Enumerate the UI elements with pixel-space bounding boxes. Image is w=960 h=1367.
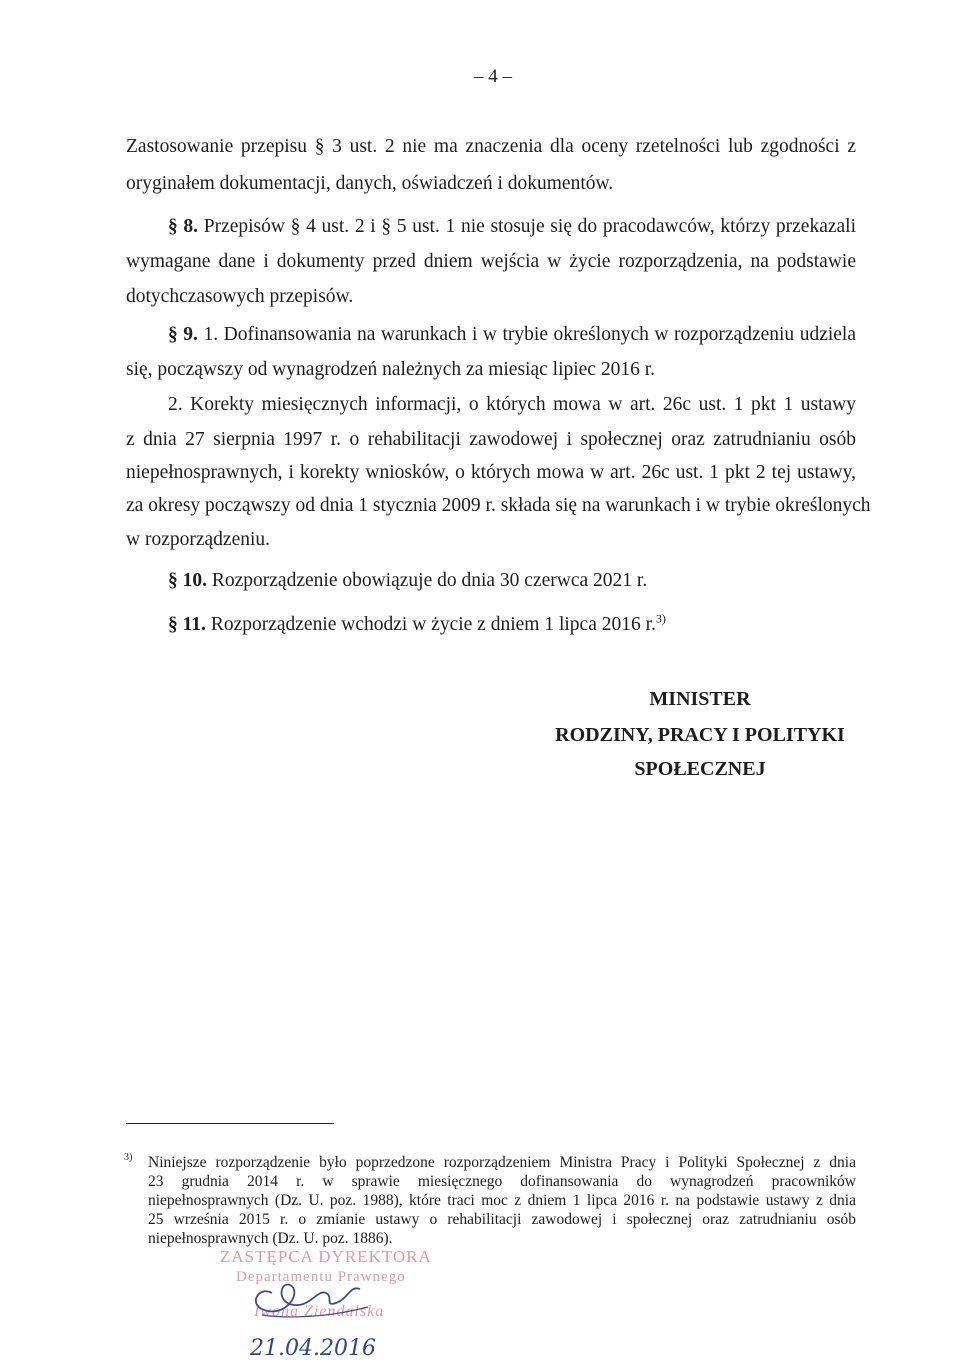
paragraph-line: za okresy począwszy od dnia 1 stycznia 2009 r. składa się na warunkach i w trybie określonych <box>126 495 871 516</box>
stamp-name: Iwona Ziendalska <box>254 1303 385 1320</box>
section-9-text: 1. Dofinansowania na warunkach i w trybie określonych w rozporządzeniu udziela <box>197 324 857 345</box>
paragraph-line: niepełnosprawnych, i korekty wniosków, o których mowa w art. 26c ust. 1 pkt 2 tej ustawy, <box>126 462 856 483</box>
official-stamp <box>210 1245 450 1365</box>
paragraph-line: 2. Korekty miesięcznych informacji, o których mowa w art. 26c ust. 1 pkt 1 ustawy <box>168 394 856 415</box>
paragraph-line: Zastosowanie przepisu § 3 ust. 2 nie ma znaczenia dla oceny rzetelności lub zgodności z <box>126 136 856 157</box>
footnote-reference: 3) <box>655 611 666 626</box>
stamp-department: Departamentu Prawnego <box>236 1269 406 1285</box>
section-9-line <box>168 323 856 347</box>
footnote-line: 25 września 2015 r. o zmianie ustawy o rehabilitacji zawodowej i społecznej oraz zatrudnianiu osób <box>148 1211 856 1228</box>
signature-title-line3: SPOŁECZNEJ <box>634 758 766 780</box>
paragraph-line: z dnia 27 sierpnia 1997 r. o rehabilitacji zawodowej i społecznej oraz zatrudnianiu osób <box>126 429 856 450</box>
section-8-line <box>168 215 856 239</box>
signature-title-line2: RODZINY, PRACY I POLITYKI <box>555 724 845 746</box>
section-11-line <box>168 613 856 637</box>
section-10-text: Rozporządzenie obowiązuje do dnia 30 czerwca 2021 r. <box>207 570 648 591</box>
stamp-title: ZASTĘPCA DYREKTORA <box>220 1247 432 1266</box>
footnote-separator <box>126 1123 334 1124</box>
section-10-line <box>168 569 856 593</box>
section-9-sign: § 9. <box>168 324 198 345</box>
page-number: – 4 – <box>474 66 512 87</box>
section-8-sign: § 8. <box>168 216 199 237</box>
footnote-line: niepełnosprawnych (Dz. U. poz. 1886). <box>148 1230 393 1247</box>
paragraph-line: dotychczasowych przepisów. <box>126 286 354 307</box>
paragraph-line: wymagane dane i dokumenty przed dniem wejścia w życie rozporządzenia, na podstawie <box>126 251 856 272</box>
footnote-line: niepełnosprawnych (Dz. U. poz. 1988), które traci moc z dniem 1 lipca 2016 r. na podstawie ustawy z dnia <box>148 1192 856 1209</box>
handwritten-date: 21.04.2016 <box>250 1336 376 1361</box>
paragraph-line: oryginałem dokumentacji, danych, oświadczeń i dokumentów. <box>126 173 614 194</box>
handwritten-signature <box>210 1245 450 1365</box>
paragraph-line: w rozporządzeniu. <box>126 529 271 550</box>
footnote-line: Niniejsze rozporządzenie było poprzedzone rozporządzeniem Ministra Pracy i Polityki Społecznej z dnia <box>148 1154 856 1171</box>
section-8-text: Przepisów § 4 ust. 2 i § 5 ust. 1 nie stosuje się do pracodawców, którzy przekazali <box>198 216 856 237</box>
footnote-line: 23 grudnia 2014 r. w sprawie miesięcznego dofinansowania do wynagrodzeń pracowników <box>148 1173 856 1190</box>
section-10-sign: § 10. <box>168 570 207 591</box>
footnote-marker: 3) <box>124 1152 133 1163</box>
section-11-sign: § 11. <box>168 614 206 635</box>
paragraph-line: się, począwszy od wynagrodzeń należnych za miesiąc lipiec 2016 r. <box>126 359 656 380</box>
signature-title-line1: MINISTER <box>649 688 751 710</box>
section-11-text: Rozporządzenie wchodzi w życie z dniem 1 lipca 2016 r. <box>205 614 656 635</box>
